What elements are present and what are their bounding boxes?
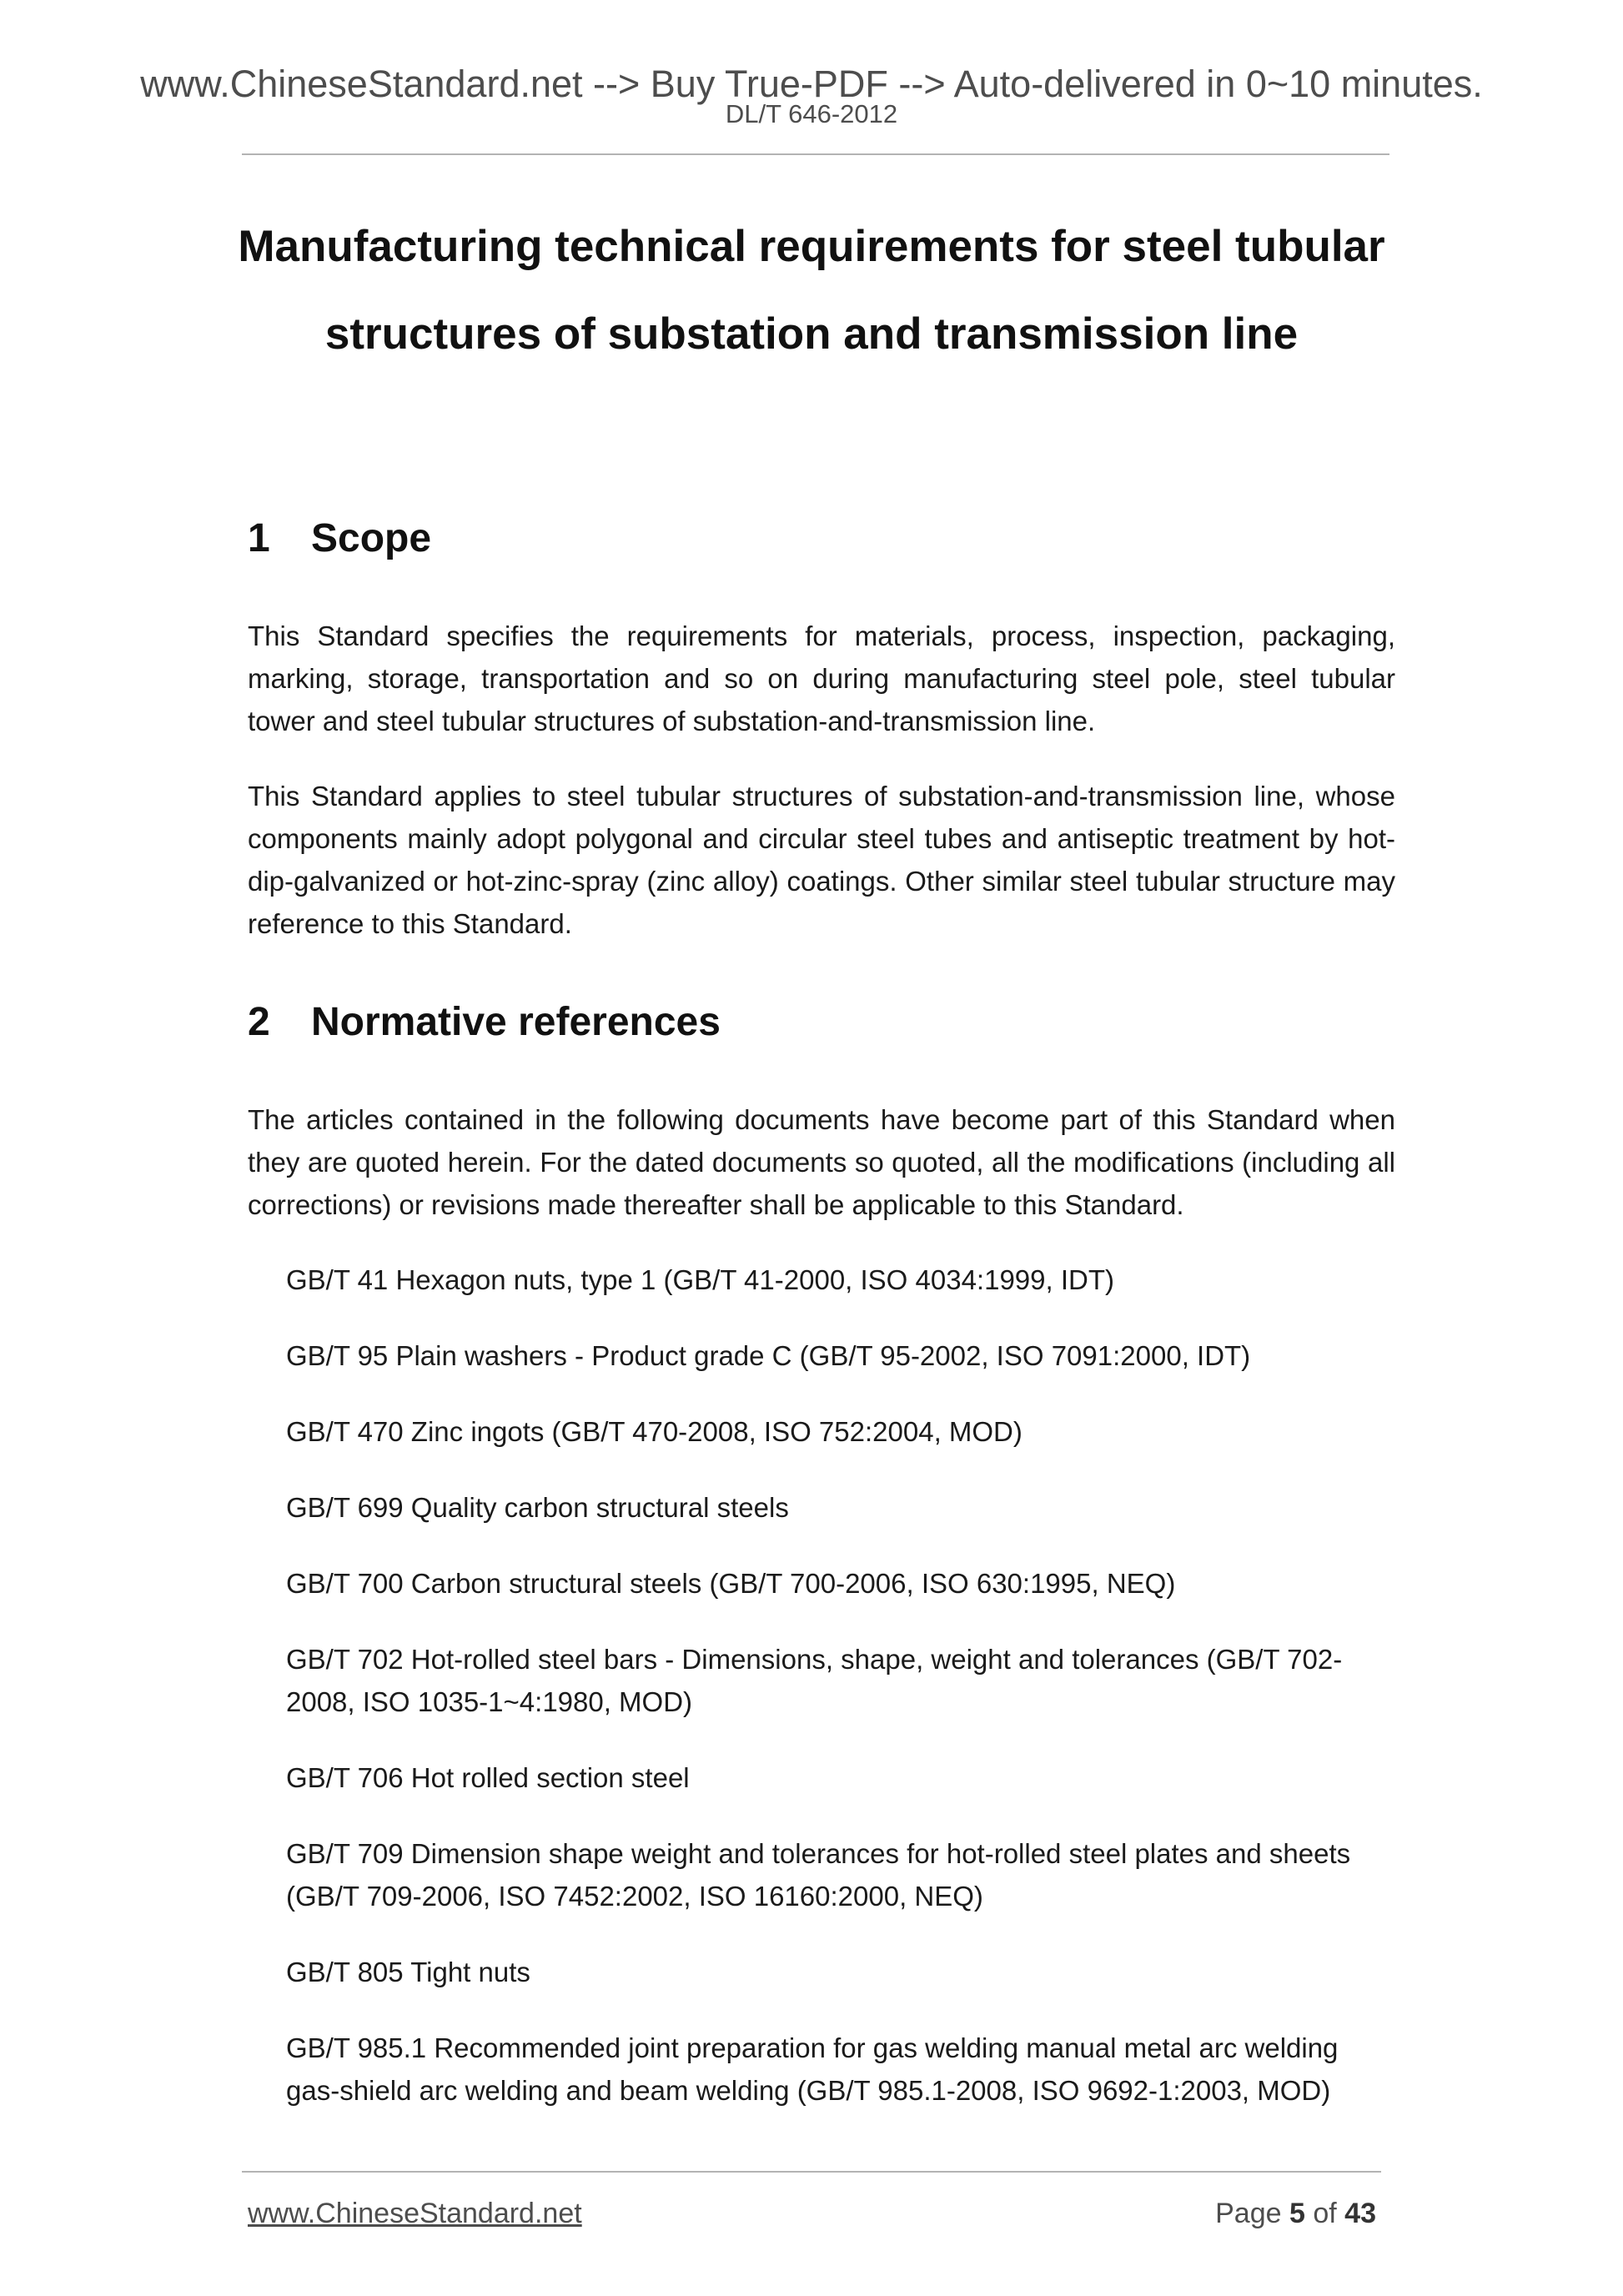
section-number: 1	[248, 516, 270, 560]
reference-item: GB/T 41 Hexagon nuts, type 1 (GB/T 41-2000, ISO 4034:1999, IDT)	[286, 1264, 1114, 1295]
reference-item: GB/T 700 Carbon structural steels (GB/T 700-2006, ISO 630:1995, NEQ)	[286, 1568, 1176, 1599]
scope-paragraph-2: This Standard applies to steel tubular structures of substation-and-transmission line, whose components mainly adopt polygonal and circular steel tubes and antiseptic treatment by hot-dip-galvanized or hot-zinc-spray (zinc alloy) coatings. Other similar steel tubular structure may reference to this Standard.	[248, 781, 1395, 939]
current-page-number: 5	[1289, 2198, 1305, 2229]
document-title-line-2: structures of substation and transmission line	[324, 309, 1299, 359]
page-indicator	[1215, 2199, 1376, 2228]
document-number: DL/T 646-2012	[725, 99, 898, 128]
reference-item: GB/T 470 Zinc ingots (GB/T 470-2008, ISO 752:2004, MOD)	[286, 1416, 1023, 1447]
header-divider	[242, 153, 1389, 155]
reference-item: GB/T 702 Hot-rolled steel bars - Dimensions, shape, weight and tolerances (GB/T 702-2008, ISO 1035-1~4:1980, MOD)	[286, 1644, 1343, 1717]
section-title: Normative references	[311, 1000, 721, 1044]
section-1-heading	[248, 516, 432, 560]
document-title-line-1: Manufacturing technical requirements for steel tubular	[238, 222, 1385, 271]
reference-item: GB/T 95 Plain washers - Product grade C (GB/T 95-2002, ISO 7091:2000, IDT)	[286, 1340, 1251, 1371]
reference-item: GB/T 805 Tight nuts	[286, 1957, 530, 1987]
footer-website-link[interactable]: www.ChineseStandard.net	[248, 2198, 582, 2229]
reference-item: GB/T 709 Dimension shape weight and tolerances for hot-rolled steel plates and sheets (GB/T 709-2006, ISO 7452:2002, ISO 16160:2000, NEQ)	[286, 1838, 1351, 1912]
reference-item: GB/T 699 Quality carbon structural steels	[286, 1492, 789, 1523]
total-pages-number: 43	[1344, 2198, 1376, 2229]
normative-intro-paragraph: The articles contained in the following documents have become part of this Standard when they are quoted herein. For the dated documents so quoted, all the modifications (including all corrections) or revisions made thereafter shall be applicable to this Standard.	[248, 1104, 1395, 1220]
section-2-heading	[248, 1002, 721, 1042]
page-of-label: of	[1313, 2198, 1337, 2229]
footer-divider	[242, 2171, 1381, 2173]
section-title: Scope	[311, 516, 432, 560]
section-number: 2	[248, 1000, 270, 1044]
purchase-banner[interactable]: www.ChineseStandard.net --> Buy True-PDF --> Auto-delivered in 0~10 minutes.	[140, 63, 1483, 105]
scope-paragraph-1: This Standard specifies the requirements for materials, process, inspection, packaging, marking, storage, transportation and so on during manufacturing steel pole, steel tubular tower and steel tubular structures of substation-and-transmission line.	[248, 620, 1395, 736]
reference-item: GB/T 985.1 Recommended joint preparation for gas welding manual metal arc welding gas-shield arc welding and beam welding (GB/T 985.1-2008, ISO 9692-1:2003, MOD)	[286, 2032, 1339, 2106]
page-prefix: Page	[1215, 2198, 1282, 2229]
reference-item: GB/T 706 Hot rolled section steel	[286, 1762, 690, 1793]
